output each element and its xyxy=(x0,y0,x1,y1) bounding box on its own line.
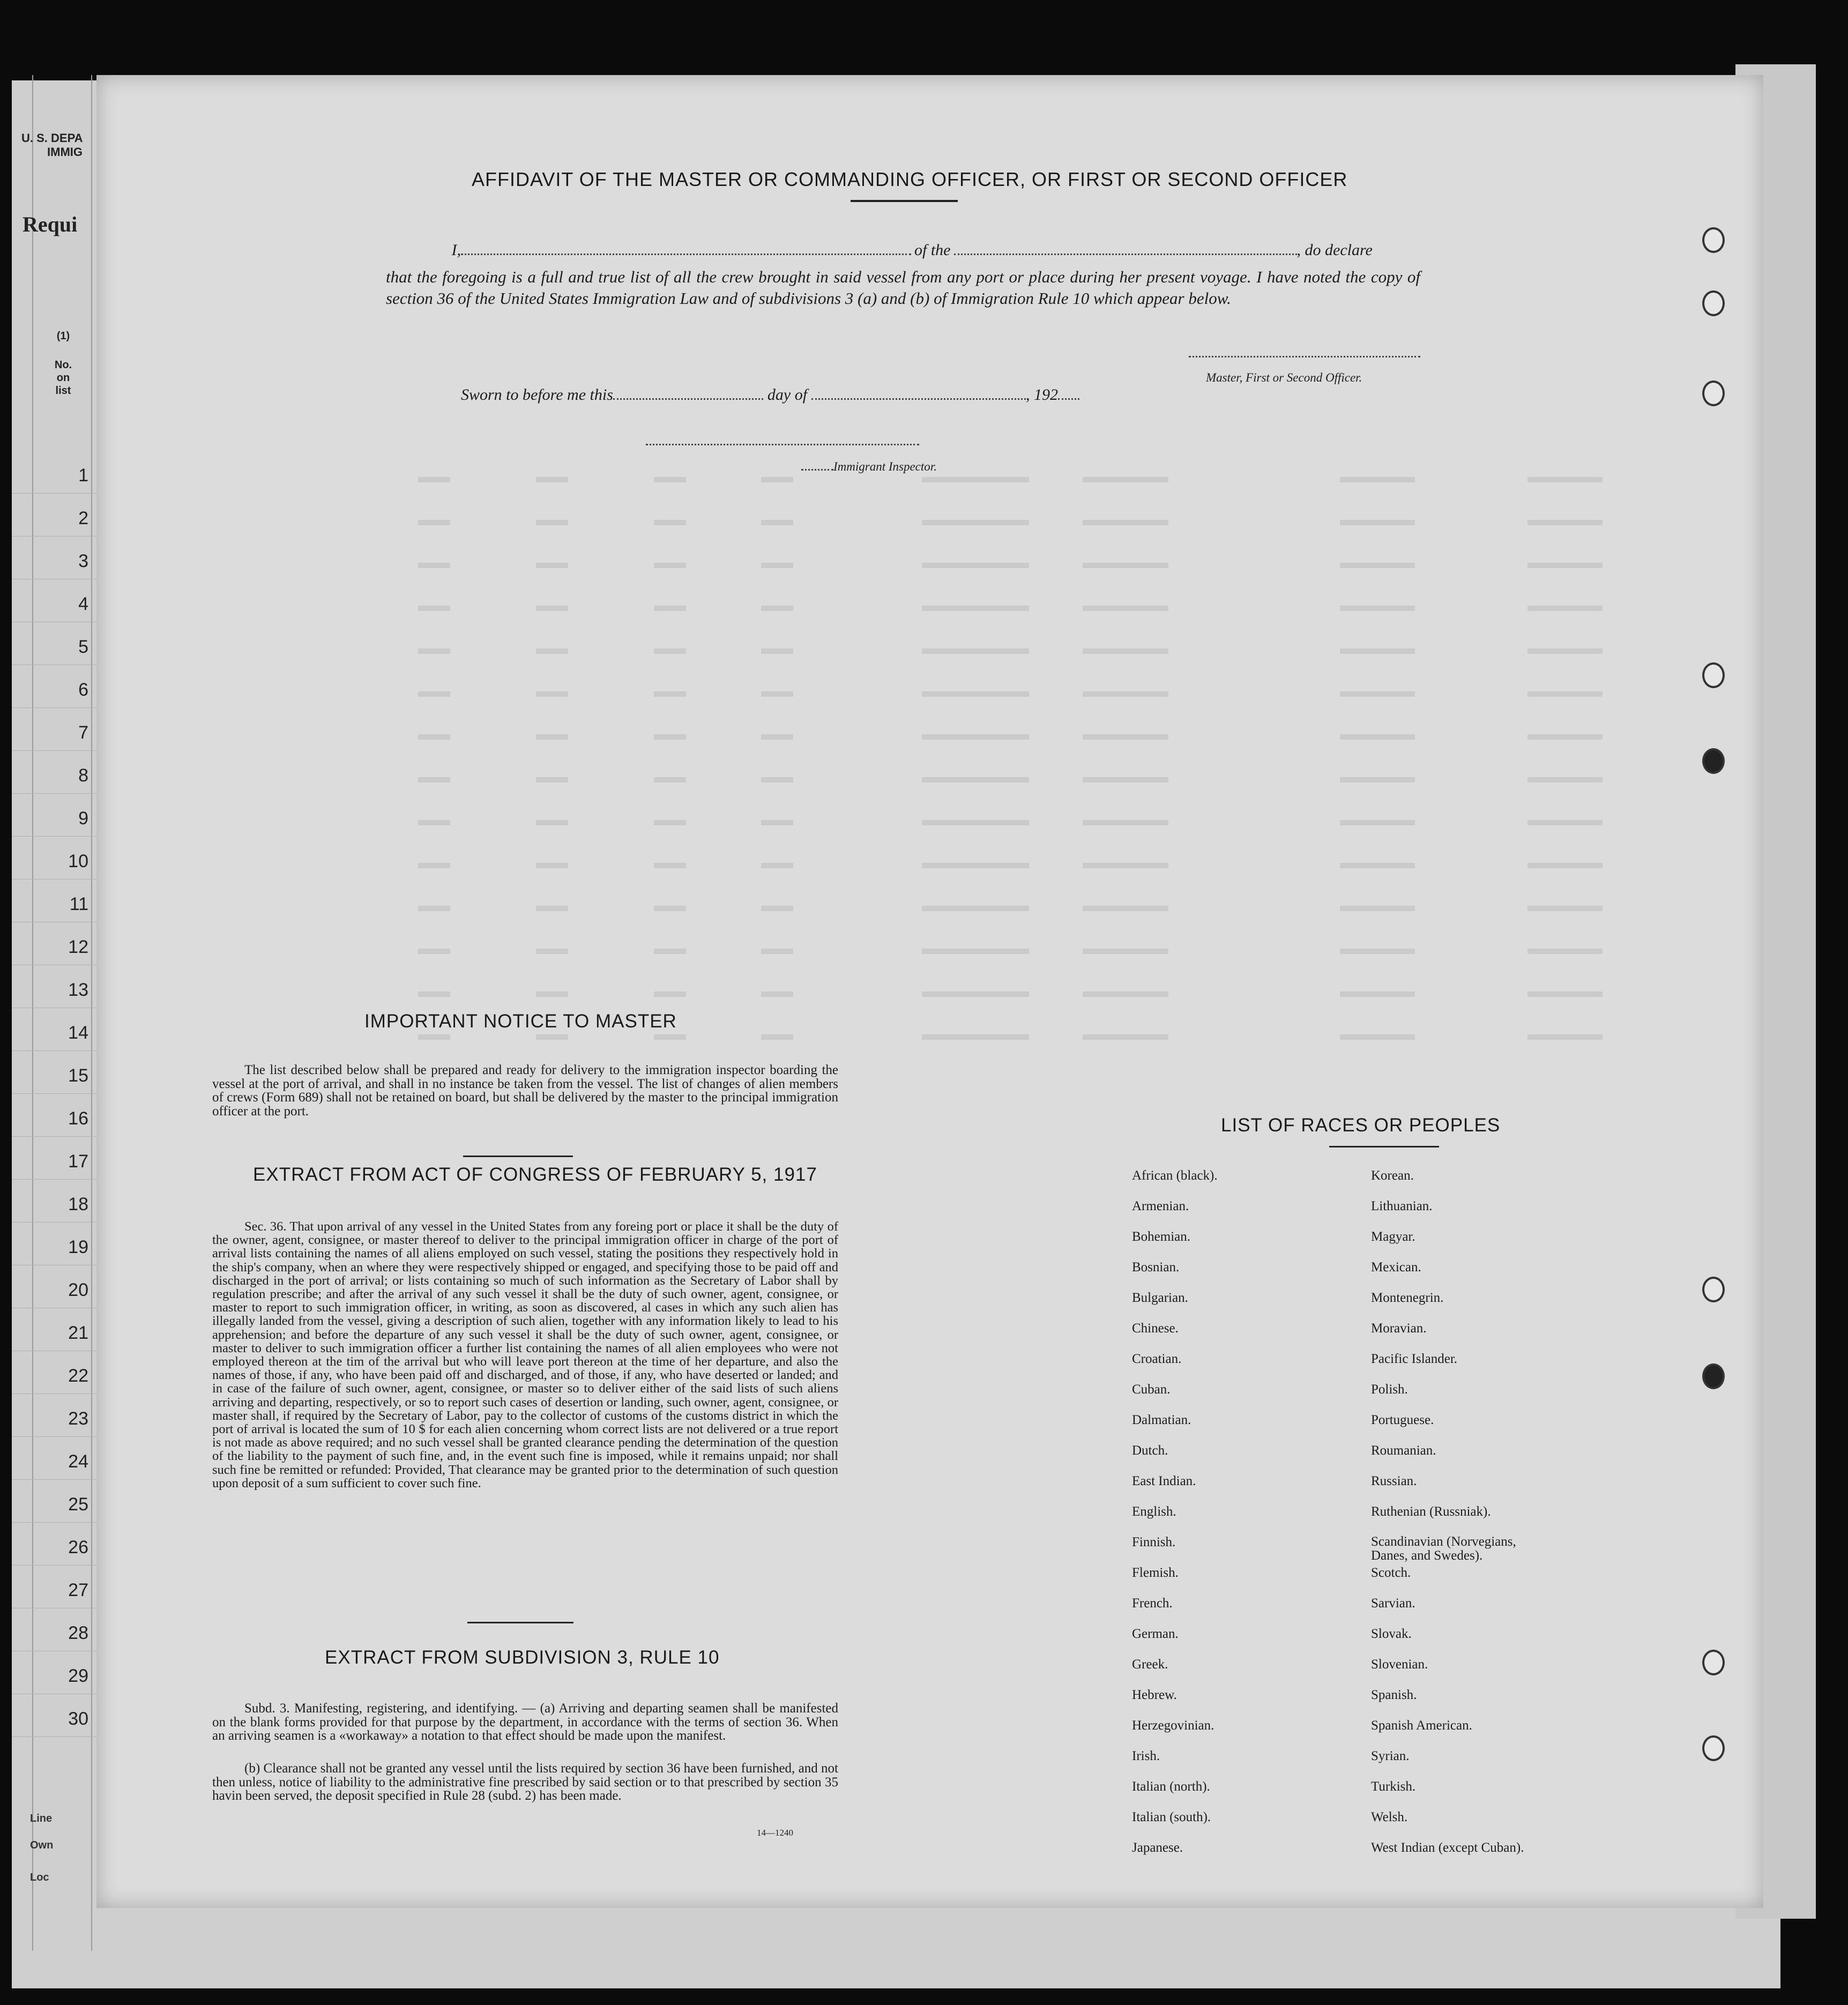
footer-label: Loc xyxy=(30,1872,49,1883)
bleed-through-mark xyxy=(1527,1034,1603,1040)
race-item: Lithuanian. xyxy=(1371,1199,1433,1213)
race-item: Irish. xyxy=(1132,1749,1160,1763)
bleed-through-mark xyxy=(1083,691,1168,697)
bleed-through-mark xyxy=(1340,1034,1415,1040)
row-number: 2 xyxy=(78,508,88,528)
bleed-through-mark xyxy=(536,734,568,740)
rule-extract-title: EXTRACT FROM SUBDIVISION 3, RULE 10 xyxy=(325,1647,720,1668)
bleed-through-mark xyxy=(536,649,568,654)
bleed-through-mark xyxy=(1340,906,1415,911)
grid-line xyxy=(91,75,92,1951)
race-item: Spanish American. xyxy=(1371,1718,1472,1733)
footer-label: Own xyxy=(30,1839,54,1851)
race-item: Hebrew. xyxy=(1132,1688,1177,1702)
row-number: 1 xyxy=(78,465,88,486)
row-number: 19 xyxy=(68,1237,88,1257)
bleed-through-mark xyxy=(1340,820,1415,825)
bleed-through-mark xyxy=(1340,863,1415,868)
bleed-through-mark xyxy=(418,863,450,868)
race-item: Mexican. xyxy=(1371,1260,1421,1274)
bleed-through-mark xyxy=(922,820,1029,825)
row-number: 3 xyxy=(78,551,88,571)
bleed-through-mark xyxy=(761,606,793,611)
affidavit-title: AFFIDAVIT OF THE MASTER OR COMMANDING OFFICER, OR FIRST OR SECOND OFFICER xyxy=(472,168,1348,190)
bleed-through-mark xyxy=(1083,863,1168,868)
race-item: Russian. xyxy=(1371,1474,1417,1488)
row-number: 24 xyxy=(68,1451,88,1472)
column-header-no-on-list: (1) No. on list xyxy=(54,330,72,397)
race-item: Flemish. xyxy=(1132,1566,1179,1580)
bleed-through-mark xyxy=(922,606,1029,611)
race-item: Bosnian. xyxy=(1132,1260,1180,1274)
bleed-through-mark xyxy=(654,691,686,697)
bleed-through-mark xyxy=(536,563,568,568)
bleed-through-mark xyxy=(1527,820,1603,825)
bleed-through-mark xyxy=(1083,1034,1168,1040)
bleed-through-mark xyxy=(536,906,568,911)
rule-para-a: Subd. 3. Manifesting, registering, and identifying. — (a) Arriving and departing seamen shall be manifested on the blank forms provided for that purpose by the department, in accordance with the terms of section 36. When an arriving seamen is a «workaway» a notation to that effect should be made upon the manifest. xyxy=(212,1701,838,1743)
race-item: Chinese. xyxy=(1132,1321,1179,1336)
bleed-through-mark xyxy=(418,649,450,654)
bleed-through-mark xyxy=(418,563,450,568)
race-item: African (black). xyxy=(1132,1168,1218,1183)
bleed-through-mark xyxy=(654,649,686,654)
race-item: Portuguese. xyxy=(1371,1413,1434,1427)
bleed-through-mark xyxy=(1340,563,1415,568)
row-number: 10 xyxy=(68,851,88,871)
bleed-through-mark xyxy=(654,777,686,782)
race-item: Turkish. xyxy=(1371,1779,1416,1794)
race-item: Montenegrin. xyxy=(1371,1291,1444,1305)
bleed-through-mark xyxy=(1527,477,1603,482)
bleed-through-mark xyxy=(418,949,450,954)
bleed-through-mark xyxy=(1527,649,1603,654)
bleed-through-mark xyxy=(1083,992,1168,997)
row-number: 4 xyxy=(78,594,88,614)
binder-hole-icon xyxy=(1702,227,1725,253)
row-number: 8 xyxy=(78,765,88,786)
bleed-through-mark xyxy=(654,863,686,868)
bleed-through-mark xyxy=(1527,906,1603,911)
signature-label: Master, First or Second Officer. xyxy=(1206,371,1362,384)
bleed-through-mark xyxy=(1083,734,1168,740)
bleed-through-mark xyxy=(761,734,793,740)
bleed-through-mark xyxy=(922,734,1029,740)
notice-title: IMPORTANT NOTICE TO MASTER xyxy=(364,1011,677,1032)
bleed-through-mark xyxy=(536,520,568,525)
grid-line xyxy=(12,793,98,794)
race-item: Greek. xyxy=(1132,1657,1168,1672)
binder-hole-icon xyxy=(1702,290,1725,316)
row-number: 12 xyxy=(68,937,88,957)
race-item: East Indian. xyxy=(1132,1474,1196,1488)
grid-line xyxy=(12,1479,98,1480)
bleed-through-mark xyxy=(761,906,793,911)
race-item: German. xyxy=(1132,1627,1179,1641)
race-item: Sarvian. xyxy=(1371,1596,1415,1611)
race-item: Italian (north). xyxy=(1132,1779,1210,1794)
bleed-through-mark xyxy=(1083,606,1168,611)
bleed-through-mark xyxy=(922,649,1029,654)
bleed-through-mark xyxy=(1083,649,1168,654)
bleed-through-mark xyxy=(536,863,568,868)
bleed-through-mark xyxy=(761,992,793,997)
race-item: Roumanian. xyxy=(1371,1443,1436,1458)
notice-body: The list described below shall be prepared and ready for delivery to the immigration inspector boarding the vessel at the port of arrival, and shall in no instance be taken from the vessel. The list of changes of alien members of crews (Form 689) shall not be retained on board, but shall be delivered by the master to the principal immigration officer at the port. xyxy=(212,1063,838,1119)
row-number: 26 xyxy=(68,1537,88,1557)
race-item: Korean. xyxy=(1371,1168,1414,1183)
race-item: West Indian (except Cuban). xyxy=(1371,1840,1524,1855)
grid-line xyxy=(12,1050,98,1051)
race-item: Scandinavian (Norvegians, Danes, and Swedes). xyxy=(1371,1534,1516,1563)
grid-line xyxy=(12,1393,98,1394)
race-item: Herzegovinian. xyxy=(1132,1718,1214,1733)
race-item: Cuban. xyxy=(1132,1382,1171,1397)
bleed-through-mark xyxy=(536,1034,568,1040)
bleed-through-mark xyxy=(1340,949,1415,954)
race-item: Syrian. xyxy=(1371,1749,1410,1763)
bleed-through-mark xyxy=(654,820,686,825)
race-item: Welsh. xyxy=(1371,1810,1408,1824)
row-number: 20 xyxy=(68,1280,88,1300)
row-number: 25 xyxy=(68,1494,88,1515)
vessel-blank xyxy=(954,254,1297,255)
year-blank xyxy=(1058,398,1079,400)
bleed-through-mark xyxy=(1083,477,1168,482)
affidavit-body: that the foregoing is a full and true list of all the crew brought in said vessel from any port or place during her present voyage. I have noted the copy of section 36 of the United States Immigration Law and of subdivisions 3 (a) and (b) of Immigration Rule 10 which appear below. xyxy=(386,267,1420,308)
row-number: 30 xyxy=(68,1709,88,1729)
bleed-through-mark xyxy=(761,649,793,654)
bleed-through-mark xyxy=(761,563,793,568)
races-title: LIST OF RACES OR PEOPLES xyxy=(1221,1115,1501,1136)
bleed-through-mark xyxy=(922,1034,1029,1040)
rule-para-b: (b) Clearance shall not be granted any vessel until the lists required by section 36 have been furnished, and not then unless, notice of liability to the administrative fine prescribed by said section or to that prescribed by section 35 havin been served, the deposit specified in Rule 28 (subd. 2) has been made. xyxy=(212,1761,838,1803)
act-extract-title: EXTRACT FROM ACT OF CONGRESS OF FEBRUARY 5, 1917 xyxy=(253,1164,817,1185)
bleed-through-mark xyxy=(654,734,686,740)
bleed-through-mark xyxy=(654,606,686,611)
title-rule xyxy=(851,200,958,202)
bleed-through-mark xyxy=(536,691,568,697)
grid-line xyxy=(12,493,98,494)
bleed-through-mark xyxy=(1340,992,1415,997)
race-item: Magyar. xyxy=(1371,1229,1415,1244)
bleed-through-mark xyxy=(922,563,1029,568)
bleed-through-mark xyxy=(1527,734,1603,740)
bleed-through-mark xyxy=(418,992,450,997)
grid-line xyxy=(12,1522,98,1523)
bleed-through-mark xyxy=(761,477,793,482)
races-column-1 xyxy=(1132,1168,1218,1871)
race-item: Armenian. xyxy=(1132,1199,1189,1213)
grid-line xyxy=(12,1222,98,1223)
bleed-through-mark xyxy=(761,820,793,825)
bleed-through-mark xyxy=(1340,606,1415,611)
sworn-line: Sworn to before me this day of , 192 xyxy=(461,386,1079,404)
race-item: Spanish. xyxy=(1371,1688,1417,1702)
row-number: 9 xyxy=(78,808,88,829)
row-number: 17 xyxy=(68,1151,88,1172)
bleed-through-mark xyxy=(536,477,568,482)
bleed-through-mark xyxy=(1527,691,1603,697)
bleed-through-mark xyxy=(654,992,686,997)
bleed-through-mark xyxy=(922,477,1029,482)
grid-line xyxy=(12,1179,98,1180)
bleed-through-mark xyxy=(1527,992,1603,997)
row-number: 14 xyxy=(68,1023,88,1043)
race-item: Italian (south). xyxy=(1132,1810,1211,1824)
race-item: English. xyxy=(1132,1504,1176,1519)
section-rule xyxy=(1329,1146,1439,1147)
race-item: Croatian. xyxy=(1132,1352,1182,1366)
grid-line xyxy=(12,1436,98,1437)
bleed-through-mark xyxy=(418,477,450,482)
races-column-2 xyxy=(1371,1168,1543,1871)
background-form-header: U. S. DEPA IMMIG xyxy=(21,131,83,159)
grid-line xyxy=(12,1136,98,1137)
row-number: 21 xyxy=(68,1323,88,1343)
background-form-title: Requi xyxy=(23,212,78,236)
bleed-through-mark xyxy=(418,606,450,611)
binder-hole-icon xyxy=(1702,1650,1725,1675)
bleed-through-mark xyxy=(1527,520,1603,525)
bleed-through-mark xyxy=(418,820,450,825)
race-item: Pacific Islander. xyxy=(1371,1352,1458,1366)
bleed-through-mark xyxy=(922,949,1029,954)
name-blank xyxy=(461,254,911,255)
bleed-through-mark xyxy=(536,949,568,954)
bleed-through-mark xyxy=(418,691,450,697)
bleed-through-mark xyxy=(654,949,686,954)
bleed-through-mark xyxy=(1340,477,1415,482)
bleed-through-mark xyxy=(1083,777,1168,782)
bleed-through-mark xyxy=(418,777,450,782)
binder-hole-icon xyxy=(1702,662,1725,688)
grid-line xyxy=(12,1565,98,1566)
bleed-through-mark xyxy=(1527,949,1603,954)
binder-hole-icon xyxy=(1702,748,1725,774)
section-rule xyxy=(463,1156,573,1157)
race-item: Bohemian. xyxy=(1132,1229,1191,1244)
bleed-through-mark xyxy=(761,777,793,782)
bleed-through-mark xyxy=(922,520,1029,525)
grid-line xyxy=(12,1093,98,1094)
inspector-signature-blank xyxy=(646,444,919,445)
bleed-through-mark xyxy=(654,1034,686,1040)
bleed-through-mark xyxy=(761,949,793,954)
race-item: Moravian. xyxy=(1371,1321,1427,1336)
binder-hole-icon xyxy=(1702,1363,1725,1389)
race-item: Japanese. xyxy=(1132,1840,1183,1855)
bleed-through-mark xyxy=(1527,777,1603,782)
bleed-through-mark xyxy=(1527,563,1603,568)
race-item: French. xyxy=(1132,1596,1173,1611)
bleed-through-mark xyxy=(536,777,568,782)
race-item: Dutch. xyxy=(1132,1443,1168,1458)
bleed-through-mark xyxy=(1083,820,1168,825)
row-number: 16 xyxy=(68,1108,88,1129)
bleed-through-mark xyxy=(922,906,1029,911)
bleed-through-mark xyxy=(1527,606,1603,611)
race-item: Dalmatian. xyxy=(1132,1413,1191,1427)
race-item: Slovak. xyxy=(1371,1627,1412,1641)
bleed-through-mark xyxy=(922,691,1029,697)
grid-line xyxy=(12,1736,98,1737)
row-number: 28 xyxy=(68,1623,88,1643)
bleed-through-mark xyxy=(654,477,686,482)
bleed-through-mark xyxy=(1083,906,1168,911)
row-number: 22 xyxy=(68,1366,88,1386)
bleed-through-mark xyxy=(1340,777,1415,782)
bleed-through-mark xyxy=(1083,563,1168,568)
bleed-through-mark xyxy=(922,863,1029,868)
act-extract-body: Sec. 36. That upon arrival of any vessel in the United States from any foreing port or place it shall be the duty of the owner, agent, consignee, or master thereof to deliver to the principal immigration officer in charge of the port of arrival lists containing the names of all aliens employed on such vessel, stating the positions they respectively hold in the ship's company, when an where they were respectively shipped or engaged, and specifying those to be paid off and discharged in the port of arrival; or lists containing so much of such information as the Secretary of Labor shall by regulation prescribe; and after the arrival of any such vessel it shall be the duty of such owner, agent, consignee, or master to report to such immigration officer, in writing, as soon as discovered, al cases in which any such alien has illegally landed from the vessel, giving a description of such alien, together with any information likely to lead to his apprehension; and before the departure of any such vessel it shall be the duty of such owner, agent, consignee, or master to deliver to such immigration officer a further list containing the names of all alien employees who were not employed thereon at the tim of the arrival but who will leave port thereon at the time of her departure, and also the names of those, if any, who have been paid off and discharged, and of those, if any, who have deserted or landed; and in case of the failure of such owner, agent, consignee, or master so to deliver either of the said lists of such aliens arriving and departing, respectively, or so to report such cases of desertion or landing, such owner, agent, consignee, or master shall, if required by the Secretary of Labor, pay to the collector of customs of the customs district in which the port of arrival is located the sum of 10 $ for each alien concerning whom correct lists are not delivered or a true report is not made as above required; and no such vessel shall be granted clearance pending the determination of the question of the liability to the payment of such fine, and, in the event such fine is imposed, while it remains unpaid; nor shall such fine be remitted or refunded: Provided, That clearance may be granted prior to the determination of such question upon deposit of a sum sufficient to cover such fine. xyxy=(212,1219,838,1490)
row-number: 11 xyxy=(69,894,88,914)
section-rule xyxy=(467,1622,573,1623)
bleed-through-mark xyxy=(418,734,450,740)
bleed-through-mark xyxy=(536,606,568,611)
grid-line xyxy=(32,75,33,1951)
bleed-through-mark xyxy=(1340,520,1415,525)
footer-label: Line xyxy=(30,1813,53,1824)
grid-line xyxy=(12,750,98,751)
bleed-through-mark xyxy=(1083,949,1168,954)
row-number: 7 xyxy=(78,722,88,743)
bleed-through-mark xyxy=(761,863,793,868)
bleed-through-mark xyxy=(536,820,568,825)
bleed-through-mark xyxy=(761,1034,793,1040)
race-item: Ruthenian (Russniak). xyxy=(1371,1504,1491,1519)
day-blank xyxy=(613,398,763,400)
signature-blank xyxy=(1189,356,1420,357)
race-item: Finnish. xyxy=(1132,1535,1176,1549)
bleed-through-mark xyxy=(418,906,450,911)
bleed-through-mark xyxy=(761,520,793,525)
row-number: 6 xyxy=(78,680,88,700)
race-item: Scotch. xyxy=(1371,1566,1411,1580)
grid-line xyxy=(12,707,98,708)
race-item: Bulgarian. xyxy=(1132,1291,1188,1305)
row-number: 13 xyxy=(68,980,88,1000)
binder-hole-icon xyxy=(1702,381,1725,406)
row-number: 5 xyxy=(78,637,88,657)
bleed-through-mark xyxy=(1527,863,1603,868)
affidavit-declaration-line: I, of the , do declare xyxy=(451,241,1373,259)
bleed-through-mark xyxy=(1083,520,1168,525)
bleed-through-mark xyxy=(1340,734,1415,740)
bleed-through-mark xyxy=(536,992,568,997)
row-number: 18 xyxy=(68,1194,88,1214)
bleed-through-mark xyxy=(654,520,686,525)
bleed-through-mark xyxy=(922,777,1029,782)
row-number: 15 xyxy=(68,1065,88,1086)
month-blank xyxy=(811,398,1026,400)
binder-hole-icon xyxy=(1702,1735,1725,1761)
race-item: Slovenian. xyxy=(1371,1657,1428,1672)
grid-line xyxy=(12,836,98,837)
binder-hole-icon xyxy=(1702,1277,1725,1302)
row-number: 27 xyxy=(68,1580,88,1600)
bleed-through-mark xyxy=(1340,649,1415,654)
bleed-through-mark xyxy=(922,992,1029,997)
bleed-through-mark xyxy=(1340,691,1415,697)
bleed-through-mark xyxy=(654,906,686,911)
row-number: 23 xyxy=(68,1408,88,1429)
form-number: 14—1240 xyxy=(757,1828,793,1838)
inspector-label: Immigrant Inspector. xyxy=(801,460,937,474)
bleed-through-mark xyxy=(418,1034,450,1040)
bleed-through-mark xyxy=(761,691,793,697)
bleed-through-mark xyxy=(654,563,686,568)
bleed-through-mark xyxy=(418,520,450,525)
race-item: Polish. xyxy=(1371,1382,1408,1397)
row-number: 29 xyxy=(68,1666,88,1686)
